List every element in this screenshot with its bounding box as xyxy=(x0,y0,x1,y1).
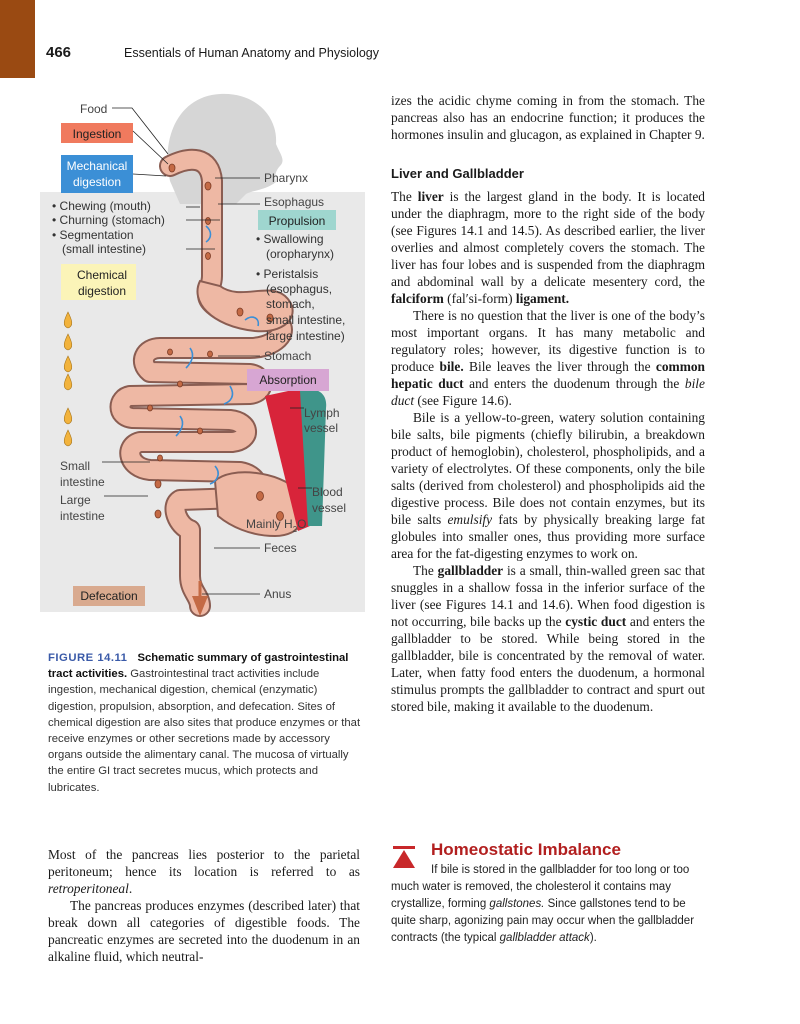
figure-caption xyxy=(48,650,366,796)
svg-text:Lymph: Lymph xyxy=(304,406,340,420)
svg-text:(esophagus,: (esophagus, xyxy=(266,282,333,296)
svg-text:Esophagus: Esophagus xyxy=(264,195,325,209)
svg-text:large intestine): large intestine) xyxy=(266,329,345,343)
food-label: Food xyxy=(80,102,108,116)
svg-text:intestine: intestine xyxy=(60,509,105,523)
running-head: Essentials of Human Anatomy and Physiology xyxy=(124,46,379,60)
head-silhouette xyxy=(167,94,282,204)
svg-text:Feces: Feces xyxy=(264,541,297,555)
figure-label: FIGURE 14.11 xyxy=(48,652,128,664)
homeostatic-text: If bile is stored in the gallbladder for too long or too much water is removed, the cholesterol it contains may crystallize, forming gallstones. Since gallstones tend to be quite sharp, agonizing pain may occur when the gallbladder contracts (the typical gallbladder attack). xyxy=(391,864,695,944)
svg-text:small intestine,: small intestine, xyxy=(266,313,346,327)
paragraph: There is no question that the liver is one of the body’s most important organs. It has many metabolic and regulatory roles; however, its digestive function is to produce bile. Bile leaves the liver through the common hepatic duct and enters the duodenum through the bile duct (see Figure 14.6). xyxy=(391,308,705,408)
svg-text:• Chewing (mouth): • Chewing (mouth) xyxy=(52,199,151,213)
caption-text: Gastrointestinal tract activities include ingestion, mechanical digestion, chemical (enzymatic) digestion, propulsion, absorption, and defecation. Sites of chemical digestion are also sites that produce enzymes or that receive enzymes or other secretions made by accessory organs outside the alimentary canal. The mucosa of virtually the entire GI tract secretes mucus, which protects and lubricates. xyxy=(48,668,361,794)
right-column-text xyxy=(391,92,705,715)
svg-text:Anus: Anus xyxy=(264,587,292,601)
svg-text:Blood: Blood xyxy=(312,485,343,499)
paragraph: The gallbladder is a small, thin-walled green sac that snuggles in a shallow fossa in the inferior surface of the liver (see Figures 14.1 and 14.6). When food digestion is not occurring, bile backs up the cystic duct and enters the gallbladder to be stored. While being stored in the gallbladder, bile is concentrated by the removal of water. Later, when fatty food enters the duodenum, a hormonal stimulus prompts the gallbladder to contract and spurt out stored bile, making it available to the duodenum. xyxy=(391,563,705,714)
svg-text:• Swallowing: • Swallowing xyxy=(256,232,324,246)
paragraph: izes the acidic chyme coming in from the stomach. The pancreas also has an endocrine function; it produces the hormones insulin and glucagon, as explained in Chapter 9. xyxy=(391,93,705,142)
caption-title: Schematic summary of gastrointestinal tract activities. xyxy=(48,652,349,681)
paragraph: The liver is the largest gland in the body. It is located under the diaphragm, more to the right side of the body (see Figures 14.1 and 14.5). As described earlier, the liver overlies and almost completely covers the stomach. The liver has four lobes and is suspended from the diaphragm and abdominal wall by a delicate mesentery cord, the falciform (fal′si-form) ligament. xyxy=(391,189,705,306)
svg-text:• Peristalsis: • Peristalsis xyxy=(256,267,319,281)
svg-text:Absorption: Absorption xyxy=(259,373,317,387)
svg-text:digestion: digestion xyxy=(77,284,127,298)
paragraph: Bile is a yellow-to-green, watery solution containing bile salts, bile pigments (chiefly bilirubin, a breakdown product of hemoglobin), cholesterol, phospholipids, and a variety of electrolytes. Of these components, only the bile salts (derived from cholesterol) and phospholipids aid the digestive process. Bile does not contain enzymes, but its bile salts emulsify fats by physically breaking large fat globules into smaller ones, thus providing more surface area for the fat-digesting enzymes to work on. xyxy=(391,410,705,561)
page-number: 466 xyxy=(46,44,72,61)
svg-text:Mechanical: Mechanical xyxy=(66,159,128,173)
section-heading: Liver and Gallbladder xyxy=(391,166,524,181)
svg-text:• Segmentation: • Segmentation xyxy=(52,228,134,242)
mainly-h2o-label: Mainly $H_2O$ xyxy=(246,517,307,534)
homeostatic-title: Homeostatic Imbalance xyxy=(431,840,621,859)
svg-text:• Churning (stomach): • Churning (stomach) xyxy=(52,213,165,227)
svg-text:Defecation: Defecation xyxy=(80,589,138,603)
paragraph: The pancreas produces enzymes (described later) that break down all categories of digestible foods. The pancreatic enzymes are secreted into the duodenum in an alkaline fluid, which neutral- xyxy=(48,898,360,964)
left-column-text xyxy=(48,846,360,965)
svg-text:digestion: digestion xyxy=(72,175,122,189)
svg-text:Propulsion: Propulsion xyxy=(268,214,326,228)
svg-text:(oropharynx): (oropharynx) xyxy=(266,247,335,261)
svg-text:Chemical: Chemical xyxy=(76,268,128,282)
svg-text:vessel: vessel xyxy=(312,501,347,515)
svg-text:Pharynx: Pharynx xyxy=(264,171,309,185)
svg-text:intestine: intestine xyxy=(60,475,105,489)
svg-text:Stomach: Stomach xyxy=(264,349,312,363)
svg-text:Small: Small xyxy=(60,459,91,473)
gi-tract-figure xyxy=(40,86,370,636)
svg-text:stomach,: stomach, xyxy=(266,297,315,311)
paragraph: Most of the pancreas lies posterior to the parietal peritoneum; hence its location is referred to as retroperitoneal. xyxy=(48,847,360,896)
svg-text:Large: Large xyxy=(60,493,91,507)
svg-text:(small intestine): (small intestine) xyxy=(62,242,147,256)
svg-text:vessel: vessel xyxy=(304,421,339,435)
ingestion-label: Ingestion xyxy=(72,127,122,141)
chapter-tab xyxy=(0,0,35,78)
